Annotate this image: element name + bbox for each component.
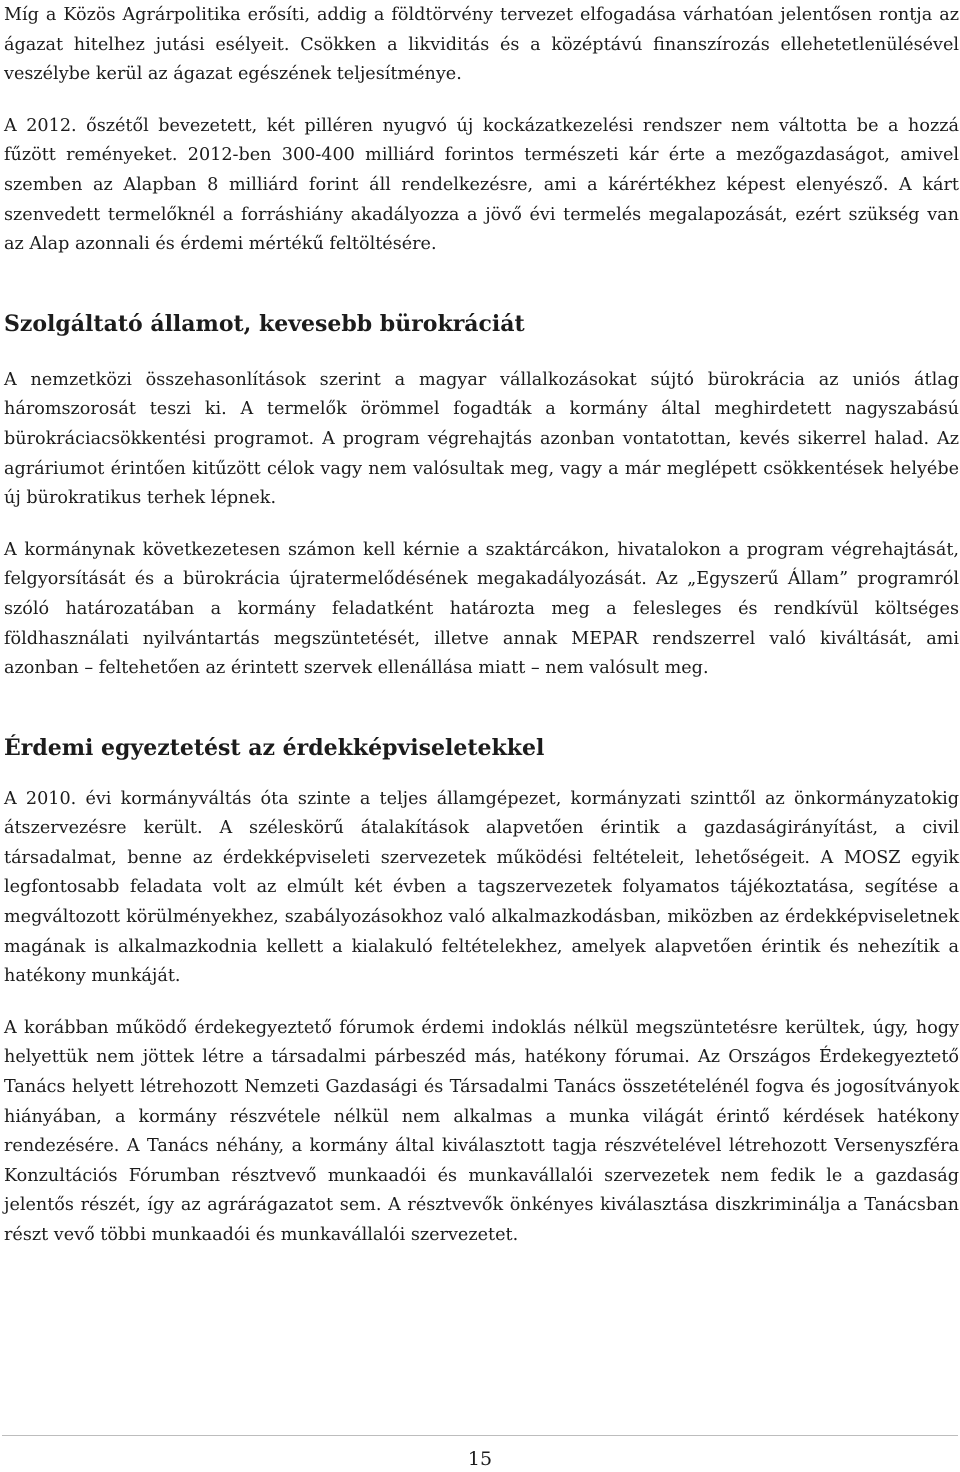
paragraph-simple-state-program: A kormánynak következetesen számon kell kérnie a szaktárcákon, hivatalokon a program végrehajtását, felgyorsítását és a bürokrácia újratermelődésének megakadályozását. Az „Egyszerű Állam” programról szóló határozatában a kormány feladatként határozta meg a felesleges és rendkívül költséges földhasználati nyilvántartás megszüntetését, illetve annak MEPAR rendszerrel való kiváltását, ami azonban – feltehetően az érintett szervek ellenállása miatt – nem valósult meg. bbox=[4, 539, 959, 679]
page-content bbox=[4, 0, 959, 1273]
paragraph-reorganization: A 2010. évi kormányváltás óta szinte a teljes államgépezet, kormányzati szinttől az önkormányzatokig átszervezésre került. A széleskörű átalakítások alapvetően érintik a gazdaságirányítást, a civil társadalmat, benne az érdekképviseleti szervezetek működési feltételeit, lehetőségeit. A MOSZ egyik legfontosabb feladata volt az elmúlt két évben a tagszervezetek folyamatos tájékoztatása, segítése a megváltozott körülményekhez, szabályozásokhoz való alkalmazkodásban, miközben az érdekképviseletnek magának is alkalmazkodnia kellett a kialakuló feltételekhez, amelyek alapvetően érintik és nehezítik a hatékony munkáját. bbox=[4, 788, 959, 987]
paragraph-consultation-forums: A korábban működő érdekegyeztető fórumok érdemi indoklás nélkül megszüntetésre kerültek, úgy, hogy helyettük nem jöttek létre a társadalmi párbeszéd más, hatékony fórumai. Az Országos Érdekegyeztető Tanács helyett létrehozott Nemzeti Gazdasági és Társadalmi Tanács összetételénél fogva és jogosítványok hiányában, a kormány részvétele nélkül nem alkalmas a munka világát érintő kérdések hatékony rendezésére. A Tanács néhány, a kormány által kiválasztott tagja részvételével létrehozott Versenyszféra Konzultációs Fórumban résztvevő munkaadói és munkavállalói szervezetek nem fedik le a gazdaság jelentős részét, így az agrárágazatot sem. A résztvevők önkényes kiválasztása diszkriminálja a Tanácsban részt vevő többi munkaadói és munkavállalói szervezetet. bbox=[4, 1017, 959, 1245]
footer-divider bbox=[2, 1435, 958, 1436]
section-heading-consultation: Érdemi egyeztetést az érdekképviseletekkel bbox=[4, 734, 545, 761]
paragraph-land-law: Míg a Közös Agrárpolitika erősíti, addig a földtörvény tervezet elfogadása várhatóan jelentősen rontja az ágazat hitelhez jutási esélyeit. Csökken a likviditás és a középtávú finanszírozás ellehetetlenülésével veszélybe kerül az ágazat egészének teljesítménye. bbox=[4, 5, 959, 85]
page-number: 15 bbox=[467, 1448, 493, 1470]
section-heading-bureaucracy: Szolgáltató államot, kevesebb bürokráciát bbox=[4, 310, 525, 337]
paragraph-risk-management: A 2012. őszétől bevezetett, két pilléren nyugvó új kockázatkezelési rendszer nem váltotta be a hozzá fűzött reményeket. 2012-ben 300-400 milliárd forintos természeti kár érte a mezőgazdaságot, amivel szemben az Alapban 8 milliárd forint áll rendelkezésre, ami a kárértékhez képest elenyésző. A kárt szenvedett termelőknél a forráshiány akadályozza a jövő évi termelés megalapozását, ezért szükség van az Alap azonnali és érdemi mértékű feltöltésére. bbox=[4, 115, 959, 255]
paragraph-bureaucracy-comparison: A nemzetközi összehasonlítások szerint a magyar vállalkozásokat sújtó bürokrácia az uniós átlag háromszorosát teszi ki. A termelők örömmel fogadták a kormány által meghirdetett nagyszabású bürokráciacsökkentési programot. A program végrehajtás azonban vontatottan, kevés sikerrel halad. Az agráriumot érintően kitűzött célok vagy nem valósultak meg, vagy a már meglépett csökkentések helyébe új bürokratikus terhek lépnek. bbox=[4, 369, 959, 509]
